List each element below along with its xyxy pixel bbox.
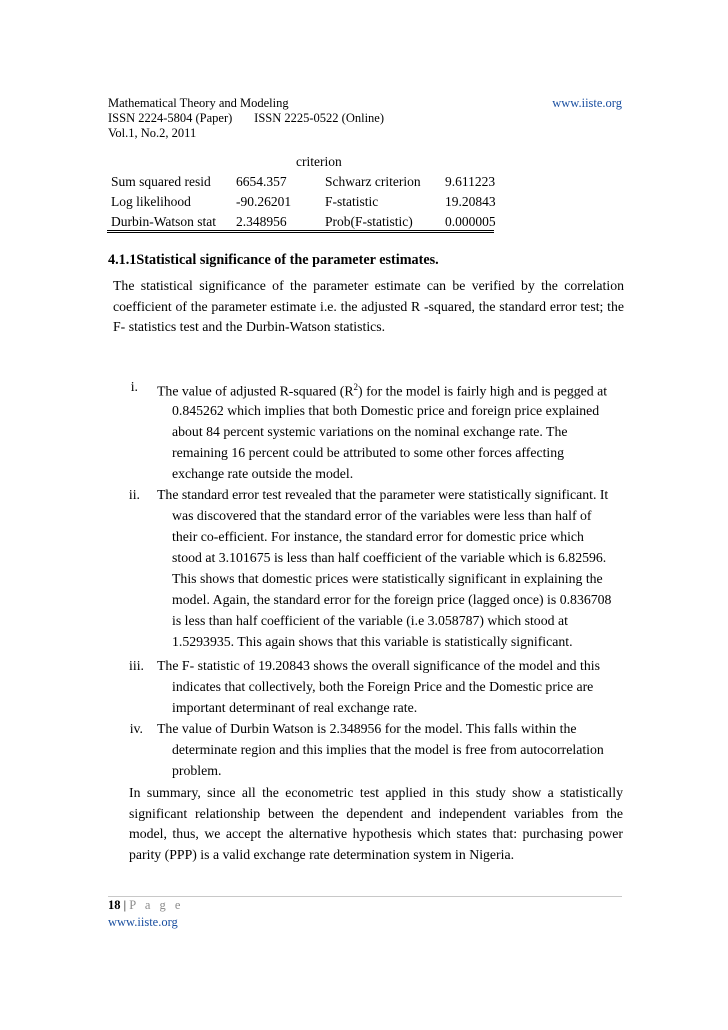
list-item-number: ii. [128,487,140,502]
journal-title: Mathematical Theory and Modeling [108,96,289,110]
list-item-first-line: The standard error test revealed that the parameter were statistically significant. It [157,487,609,502]
list-item-number: iv. [129,721,143,736]
list-item-line: their co-efficient. For instance, the standard error for domestic price which [172,529,584,544]
table-row [107,212,513,232]
list-item-line: problem. [172,763,222,778]
stat-value: -90.26201 [236,194,292,209]
table-row [107,172,513,192]
list-item-line: exchange rate outside the model. [172,466,354,481]
table-row [107,192,513,212]
stat-label: Sum squared resid [111,174,211,189]
superscript: 2 [353,382,359,392]
list-item-first-line: The F- statistic of 19.20843 shows the overall significance of the model and this [157,658,600,673]
list-item [0,485,728,655]
list-item-line: indicates that collectively, both the Foreign Price and the Domestic price are [172,679,594,694]
list-item-first-line [157,377,607,402]
list-item-line: was discovered that the standard error of the variables were less than half of [172,508,592,523]
page-number-value: 18 [108,898,121,912]
page-word: P a g e [129,898,184,912]
header-website-link[interactable]: www.iiste.org [552,96,622,110]
list-item-line: important determinant of real exchange rate. [172,700,418,715]
table-bottom-rule [107,230,494,233]
list-item-line: remaining 16 percent could be attributed to some other forces affecting [172,445,565,460]
stat-label: Log likelihood [111,194,191,209]
summary-paragraph: In summary, since all the econometric test applied in this study show a statistically significant relationship between the dependent and independent variables from the model, thus, we accept the alternative hypothesis which states that: purchasing power parity (PPP) is a valid exchange rate determination system in Nigeria. [129,785,623,862]
list-item-line: about 84 percent systemic variations on the nominal exchange rate. The [172,424,568,439]
list-item-number: iii. [129,658,144,673]
list-item-line: determinate region and this implies that the model is free from autocorrelation [172,742,604,757]
list-item [0,656,728,720]
list-item-first-line: The value of Durbin Watson is 2.348956 for the model. This falls within the [157,721,577,736]
stat-value: 9.611223 [445,174,496,189]
list-item-number: i. [130,379,138,394]
list-item [0,377,728,487]
section-heading: 4.1.1Statistical significance of the parameter estimates. [108,252,439,268]
stat-value: 19.20843 [445,194,496,209]
stat-value: 2.348956 [236,214,287,229]
stat-label: Schwarz criterion [325,174,421,189]
footer-website-link[interactable]: www.iiste.org [108,915,178,929]
stat-label: Durbin-Watson stat [111,214,217,229]
list-item-line: This shows that domestic prices were statistically significant in explaining the [172,571,603,586]
volume-line: Vol.1, No.2, 2011 [108,126,197,140]
list-item-line: stood at 3.101675 is less than half coefficient of the variable which is 6.82596. [172,550,607,565]
list-item [0,719,728,783]
list-item-text: The value of adjusted R-squared (R [157,383,354,399]
stat-label: Prob(F-statistic) [325,214,413,229]
regression-stats-table [107,172,513,232]
stat-value: 0.000005 [445,214,496,229]
list-item-line: 1.5293935. This again shows that this variable is statistically significant. [172,634,573,649]
issn-line: ISSN 2224-5804 (Paper) ISSN 2225-0522 (Online) [108,111,385,125]
stat-value: 6654.357 [236,174,287,189]
intro-paragraph: The statistical significance of the parameter estimate can be verified by the correlation coefficient of the parameter estimate i.e. the adjusted R -squared, the standard error test; the F- statistics test and the Durbin-Watson statistics. [113,278,624,334]
criterion-word: criterion [296,154,342,169]
list-item-line: is less than half coefficient of the variable (i.e 3.058787) which stood at [172,613,568,628]
list-item-line: model. Again, the standard error for the foreign price (lagged once) is 0.836708 [172,592,612,607]
list-item-text: ) for the model is fairly high and is pegged at [358,383,608,399]
page-number [108,898,183,913]
page-separator: | [123,898,127,912]
stat-label: F-statistic [325,194,379,209]
list-item-line: 0.845262 which implies that both Domestic price and foreign price explained [172,403,600,418]
footer-divider [108,896,622,897]
